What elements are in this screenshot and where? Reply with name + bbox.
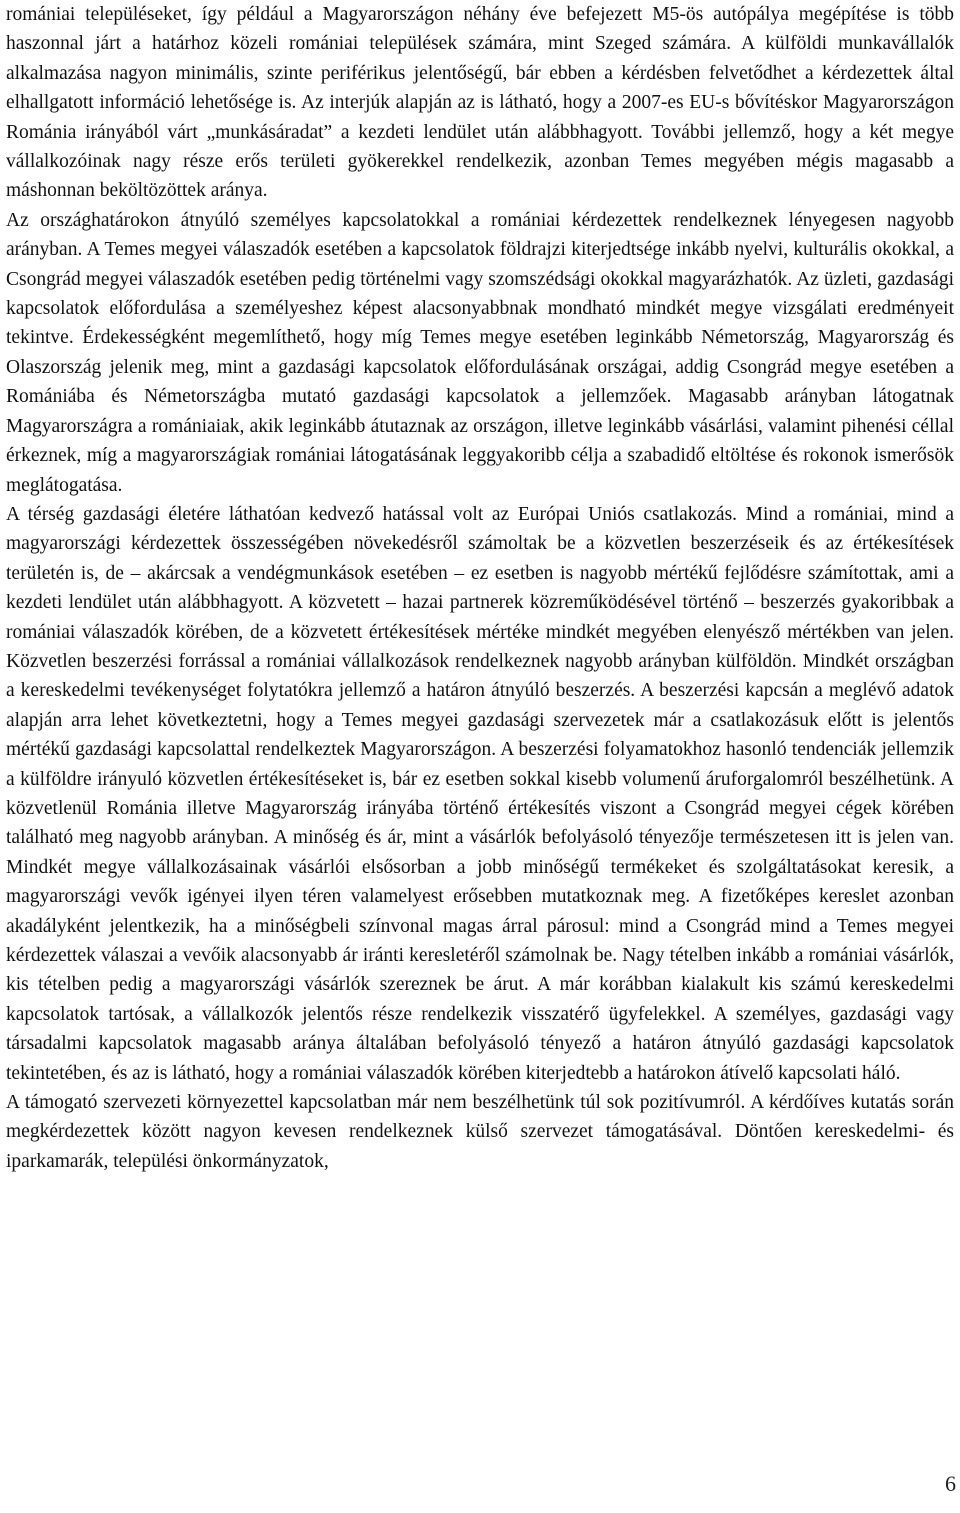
paragraph-1: romániai településeket, így például a Magyarországon néhány éve befejezett M5-ös autópálya megépítése is több haszonnal járt a határhoz közeli romániai települések számára, mint Szeged számára. A külföldi munkavállalók alkalmazása nagyon minimális, szinte periférikus jelentőségű, bár ebben a kérdésben felvetődhet a kérdezettek által elhallgatott információ lehetősége is. Az interjúk alapján az is látható, hogy a 2007-es EU-s bővítéskor Magyarországon Románia irányából várt „munkásáradat” a kezdeti lendület után alábbhagyott. További jellemző, hogy a két megye vállalkozóinak nagy része erős területi gyökerekkel rendelkezik, azonban Temes megyében mégis magasabb a máshonnan beköltözöttek aránya. (6, 4, 954, 202)
page-number: 6 (945, 1471, 956, 1496)
paragraph-3: A térség gazdasági életére láthatóan kedvező hatással volt az Európai Uniós csatlakozás. Mind a romániai, mind a magyarországi kérdezettek összességében növekedésről számoltak be a közvetlen beszerzéseik és az értékesítések területén is, de – akárcsak a vendégmunkások esetében – ez esetben is nagyobb mértékű fejlődésre számítottak, ami a kezdeti lendület után alábbhagyott. A közvetett – hazai partnerek közreműködésével történő – beszerzés gyakoribbak a romániai válaszadók körében, de a közvetett értékesítések mértéke mindkét megyében elenyésző mértékben van jelen. Közvetlen beszerzési forrással a romániai vállalkozások rendelkeznek nagyobb arányban külföldön. Mindkét országban a kereskedelmi tevékenységet folytatókra jellemző a határon átnyúló beszerzés. A beszerzési kapcsán a meglévő adatok alapján arra lehet következtetni, hogy a Temes megyei gazdasági szervezetek már a csatlakozásuk előtt is jelentős mértékű gazdasági kapcsolattal rendelkeztek Magyarországon. A beszerzési folyamatokhoz hasonló tendenciák jellemzik a külföldre irányuló közvetlen értékesítéseket is, bár ez esetben sokkal kisebb volumenű áruforgalomról beszélhetünk. A közvetlenül Románia illetve Magyarország irányába történő értékesítés viszont a Csongrád megyei cégek körében található meg nagyobb arányban. A minőség és ár, mint a vásárlók befolyásoló tényezője természetesen itt is jelen van. Mindkét megye vállalkozásainak vásárlói elsősorban a jobb minőségű termékeket és szolgáltatásokat keresik, a magyarországi vevők igényei ilyen téren valamelyest erősebben mutatkoznak meg. A fizetőképes kereslet azonban akadályként jelentkezik, ha a minőségbeli színvonal magas árral párosul: mind a Csongrád mind a Temes megyei kérdezettek válaszai a vevőik alacsonyabb ár iránti keresletéről számolnak be. Nagy tételben inkább a romániai vásárlók, kis tételben pedig a magyarországi vásárlók szereznek be árut. A már korábban kialakult kis számú kereskedelmi kapcsolatok tartósak, a vállalkozók jelentős része rendelkezik visszatérő ügyfelekkel. A személyes, gazdasági vagy társadalmi kapcsolatok magasabb aránya általában befolyásoló tényező a határon átnyúló gazdasági kapcsolatok tekintetében, és az is látható, hogy a romániai válaszadók körében kiterjedtebb a határokon átívelő kapcsolati háló. (6, 503, 954, 1084)
paragraph-2: Az országhatárokon átnyúló személyes kapcsolatokkal a romániai kérdezettek rendelkeznek lényegesen nagyobb arányban. A Temes megyei válaszadók esetében a kapcsolatok földrajzi kiterjedtsége inkább nyelvi, kulturális okokkal, a Csongrád megyei válaszadók esetében pedig történelmi vagy szomszédsági okokkal magyarázhatók. Az üzleti, gazdasági kapcsolatok előfordulása a személyeshez képest alacsonyabbnak mondható mindkét megye vizsgálati eredményeit tekintve. Érdekességként megemlíthető, hogy míg Temes megye esetében leginkább Németország, Magyarország és Olaszország jelenik meg, mint a gazdasági kapcsolatok előfordulásának országai, addig Csongrád megye esetében a Romániába és Németországba mutató gazdasági kapcsolatok a jellemzőek. Magasabb arányban látogatnak Magyarországra a romániaiak, akik leginkább átutaznak az országon, illetve leginkább vásárlási, valamint pihenési céllal érkeznek, míg a magyarországiak romániai látogatásának leggyakoribb célja a szabadidő eltöltése és rokonok ismerősök meglátogatása. (6, 209, 954, 496)
document-page (6, 0, 954, 1176)
paragraph-4: A támogató szervezeti környezettel kapcsolatban már nem beszélhetünk túl sok pozitívumról. A kérdőíves kutatás során megkérdezettek között nagyon kevesen rendelkeznek külső szervezet támogatásával. Döntően kereskedelmi- és iparkamarák, települési önkormányzatok, (6, 1092, 954, 1172)
